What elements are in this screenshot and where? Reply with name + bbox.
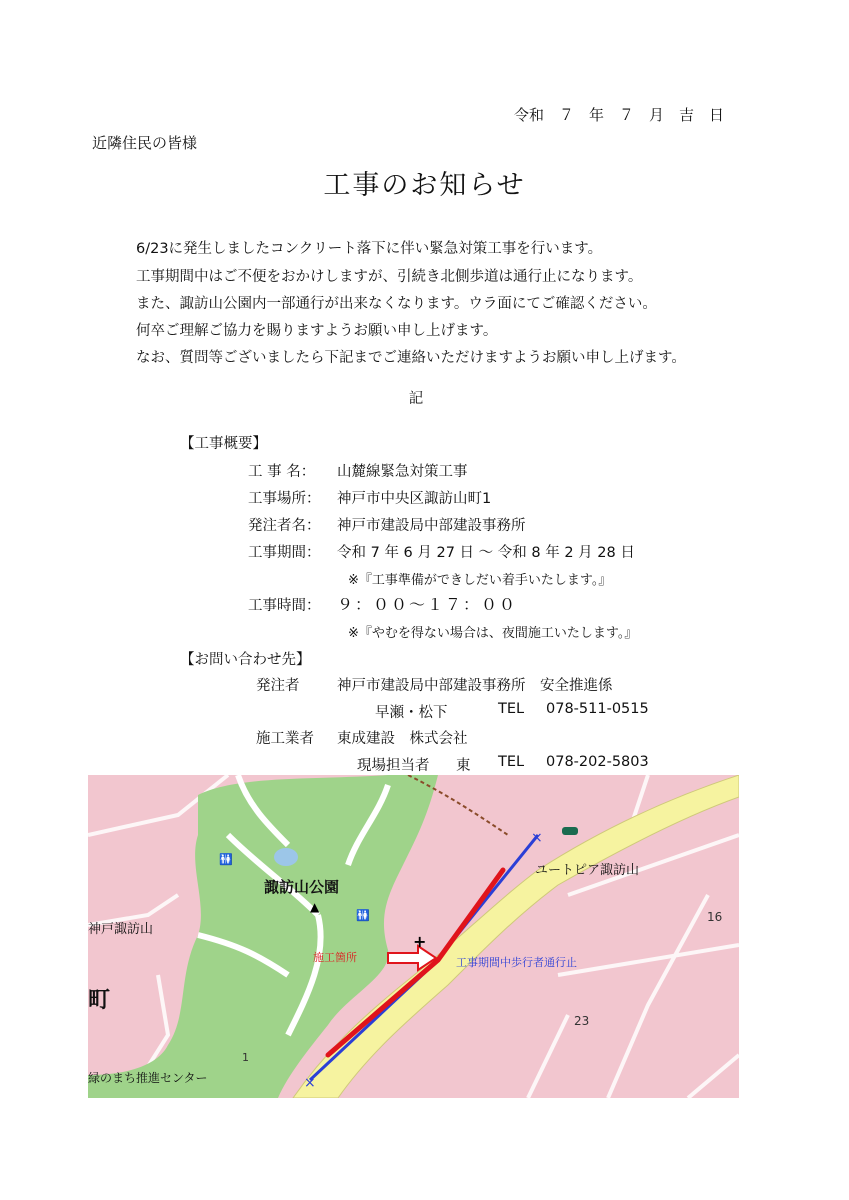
overview-value-name: 山麓線緊急対策工事 xyxy=(337,464,468,480)
orderer-tel-label: TEL xyxy=(498,701,525,717)
contractor-tel: 078-202-5803 xyxy=(546,754,649,770)
addressee: 近隣住民の皆様 xyxy=(92,134,198,152)
overview-label-place: 工事場所： xyxy=(248,491,321,507)
closure-end-marker: × xyxy=(531,830,543,846)
bus-stop-icon xyxy=(562,827,578,835)
overview-label-orderer: 発注者名： xyxy=(248,518,321,534)
overview-label-name: 工 事 名： xyxy=(248,464,316,480)
overview-value-time: ９：００〜１７：００ xyxy=(337,595,518,614)
orderer-names: 早瀬・松下 xyxy=(375,705,448,721)
map-label-center: 緑のまち推進センター xyxy=(88,1071,208,1085)
orderer-label: 発注者 xyxy=(256,678,300,694)
cross-icon: + xyxy=(413,932,427,951)
map-label-site: 施工箇所 xyxy=(313,951,357,964)
overview-value-orderer: 神戸市建設局中部建設事務所 xyxy=(337,518,526,534)
monument-icon: ▲ xyxy=(310,900,320,914)
map-label-building: ユートピア諏訪山 xyxy=(535,863,640,878)
orderer-tel: 078-511-0515 xyxy=(546,701,649,717)
map-label-station: 神戸諏訪山 xyxy=(88,922,154,937)
site-manager-label: 現場担当者 xyxy=(357,758,430,774)
map-block-23: 23 xyxy=(574,1014,590,1028)
body-line-1: 6/23に発生しましたコンクリート落下に伴い緊急対策工事を行います。 xyxy=(136,241,603,257)
overview-label-period: 工事期間： xyxy=(248,545,321,561)
overview-label-time: 工事時間： xyxy=(248,598,321,614)
body-line-2: 工事期間中はご不便をおかけしますが、引続き北側歩道は通行止になります。 xyxy=(136,269,643,285)
body-line-3: また、諏訪山公園内一部通行が出来なくなります。ウラ面にてご確認ください。 xyxy=(136,296,657,312)
map-label-closure: 工事期間中歩行者通行止 xyxy=(456,956,577,969)
pond xyxy=(274,848,298,866)
overview-value-place: 神戸市中央区諏訪山町1 xyxy=(337,491,492,507)
map-label-town: 町 xyxy=(88,988,111,1013)
site-manager-name: 東 xyxy=(456,758,471,774)
toilet-icon: 🚻 xyxy=(219,853,233,866)
orderer-org: 神戸市建設局中部建設事務所 安全推進係 xyxy=(337,678,613,694)
site-map xyxy=(88,775,739,1098)
ki-mark: 記 xyxy=(408,391,424,407)
overview-heading: 【工事概要】 xyxy=(180,436,267,452)
issue-date: 令和 ７ 年 ７ 月 吉 日 xyxy=(514,106,725,124)
body-line-4: 何卒ご理解ご協力を賜りますようお願い申し上げます。 xyxy=(136,323,498,339)
map-block-1: 1 xyxy=(242,1051,249,1064)
closure-start-marker: × xyxy=(304,1075,316,1091)
map-label-park: 諏訪山公園 xyxy=(264,878,340,896)
overview-value-period: 令和 7 年 6 月 27 日 〜 令和 8 年 2 月 28 日 xyxy=(337,545,635,561)
contractor-label: 施工業者 xyxy=(256,731,314,747)
note-time: ※『やむを得ない場合は、夜間施工いたします。』 xyxy=(348,626,638,641)
map-block-16: 16 xyxy=(707,910,723,924)
contractor-org: 東成建設 株式会社 xyxy=(337,731,468,747)
note-period: ※『工事準備ができしだい着手いたします。』 xyxy=(348,573,612,588)
toilet-icon-2: 🚻 xyxy=(356,909,370,922)
page-title: 工事のお知らせ xyxy=(323,170,526,201)
body-line-5: なお、質問等ございましたら下記までご連絡いただけますようお願い申し上げます。 xyxy=(136,350,686,366)
contractor-tel-label: TEL xyxy=(498,754,525,770)
contact-heading: 【お問い合わせ先】 xyxy=(180,652,311,668)
